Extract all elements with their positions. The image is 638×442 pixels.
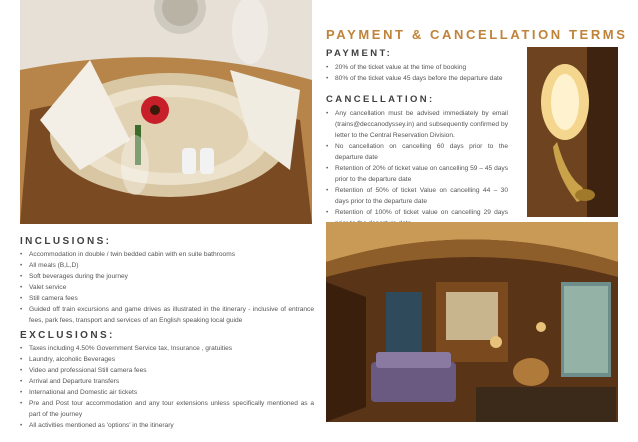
payment-list (326, 62, 516, 84)
inclusion-item: • All meals (B,L,D) (20, 260, 314, 271)
inclusion-item: • Accommodation in double / twin bedded cabin with en suite bathrooms (20, 249, 314, 260)
exclusion-item: • All activities mentioned as 'options' in the itinerary (20, 420, 314, 431)
inclusion-item: • Still camera fees (20, 293, 314, 304)
cancellation-item: • Retention of 100% of ticket value on cancelling 29 days (326, 207, 508, 229)
payment-cancellation-title: PAYMENT & CANCELLATION TERMS (326, 27, 628, 42)
train-carriage-photo (326, 222, 618, 422)
cancellation-list (326, 108, 508, 229)
cancellation-item: • Retention of 50% of ticket Value on cancelling 44 – 30 days prior to the departure date (326, 185, 508, 207)
exclusions-heading: EXCLUSIONS: (20, 330, 115, 341)
inclusion-item: • Valet service (20, 282, 314, 293)
exclusions-list (20, 343, 314, 431)
cancellation-item: • Any cancellation must be advised immediately by email (trains@deccanodyssey.in) and subsequently confirmed by letter to the Central Reservation Division. (326, 108, 508, 141)
inclusion-item: • Guided off train excursions and game drives as illustrated in the itinerary - inclusive of entrance fees, park fees, transport and services of an English speaking local guide (20, 304, 314, 326)
payment-item: • 20% of the ticket value at the time of booking (326, 62, 516, 73)
inclusions-list (20, 249, 314, 326)
exclusion-item: • International and Domestic air tickets (20, 387, 314, 398)
wall-lamp-illustration (527, 47, 618, 217)
payment-heading: PAYMENT: (326, 48, 393, 59)
dining-table-illustration (20, 0, 312, 224)
wall-lamp-photo (527, 47, 618, 217)
inclusion-item: • Soft beverages during the journey (20, 271, 314, 282)
exclusion-item: • Laundry, alcoholic Beverages (20, 354, 314, 365)
exclusion-item: • Video and professional Still camera fees (20, 365, 314, 376)
cancellation-item: • No cancellation on cancelling 60 days prior to the departure date (326, 141, 508, 163)
inclusions-heading: INCLUSIONS: (20, 236, 112, 247)
payment-item: • 80% of the ticket value 45 days before the departure date (326, 73, 516, 84)
exclusion-item: • Arrival and Departure transfers (20, 376, 314, 387)
exclusion-item: • Pre and Post tour accommodation and any tour extensions unless specifically mentioned as a part of the journey (20, 398, 314, 420)
train-carriage-illustration (326, 222, 618, 422)
exclusion-item: • Taxes including 4.50% Government Service tax, Insurance , gratuities (20, 343, 314, 354)
cancellation-heading: CANCELLATION: (326, 94, 435, 105)
dining-table-photo (20, 0, 312, 224)
cancellation-item: • Retention of 20% of ticket value on cancelling 59 – 45 days prior to the departure date (326, 163, 508, 185)
